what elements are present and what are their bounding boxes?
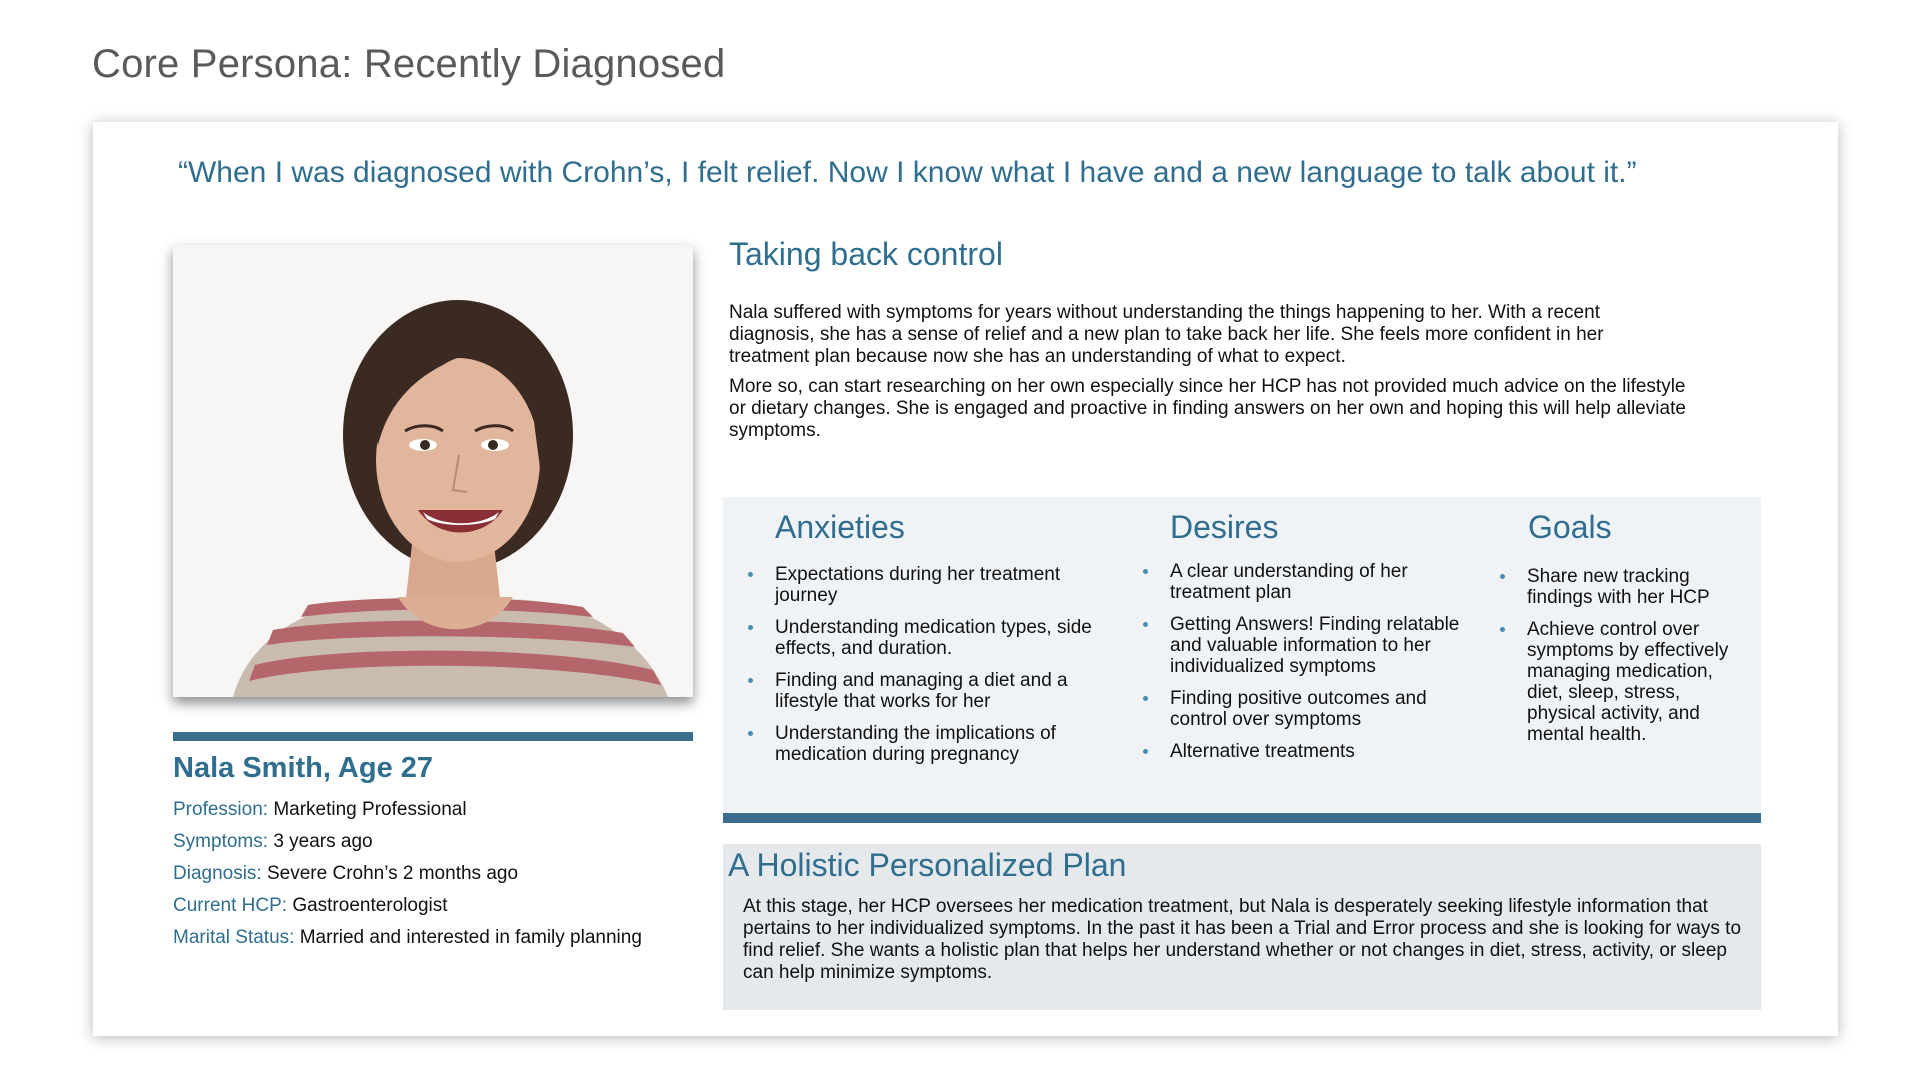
persona-card [93, 122, 1838, 1036]
list-item: Finding and managing a diet and a lifestyle that works for her [748, 670, 1093, 712]
list-item: Getting Answers! Finding relatable and valuable information to her individualized symptoms [1143, 614, 1483, 677]
goals-list [1500, 566, 1750, 756]
persona-details [173, 794, 642, 954]
detail-value: Marketing Professional [273, 799, 467, 820]
overview-paragraph: Nala suffered with symptoms for years without understanding the things happening to her. With a recent diagnosis, she has a sense of relief and a new plan to take back her life. She feels more confident in her treatment plan because now she has an understanding of what to expect. [729, 302, 1604, 367]
goals-heading: Goals [1528, 509, 1612, 545]
detail-marital-status [173, 922, 642, 954]
detail-symptoms [173, 826, 642, 858]
desires-list [1143, 561, 1483, 773]
plan-body: At this stage, her HCP oversees her medication treatment, but Nala is desperately seeking lifestyle information that pertains to her individualized symptoms. In the past it has been a Trial and Error process and she is looking for ways to find relief. She wants a holistic plan that helps her understand whether or not changes in diet, stress, activity, or sleep can help minimize symptoms. [743, 896, 1742, 983]
overview-heading: Taking back control [729, 236, 1003, 272]
page-title: Core Persona: Recently Diagnosed [92, 42, 726, 86]
list-item: Understanding the implications of medication during pregnancy [748, 723, 1093, 765]
detail-label: Symptoms: [173, 831, 269, 852]
persona-name: Nala Smith, Age 27 [173, 752, 434, 784]
traits-panel [723, 497, 1761, 813]
list-item: Expectations during her treatment journey [748, 564, 1093, 606]
detail-value: 3 years ago [273, 831, 373, 852]
overview-text [729, 302, 1689, 450]
list-item: Achieve control over symptoms by effectively managing medication, diet, sleep, stress, physical activity, and mental health. [1500, 619, 1750, 745]
list-item: Finding positive outcomes and control over symptoms [1143, 688, 1483, 730]
detail-value: Married and interested in family planning [299, 927, 642, 948]
detail-current-hcp [173, 890, 642, 922]
plan-panel [723, 844, 1761, 1010]
persona-quote: “When I was diagnosed with Crohn’s, I felt relief. Now I know what I have and a new language to talk about it.” [178, 156, 1637, 189]
detail-value: Gastroenterologist [292, 895, 448, 916]
detail-label: Diagnosis: [173, 863, 262, 884]
list-item: Understanding medication types, side effects, and duration. [748, 617, 1093, 659]
portrait-image [173, 245, 693, 697]
overview-paragraph: More so, can start researching on her own especially since her HCP has not provided much advice on the lifestyle or dietary changes. She is engaged and proactive in finding answers on her own and hoping this will help alleviate symptoms. [729, 376, 1686, 441]
list-item: Alternative treatments [1143, 741, 1483, 762]
detail-value: Severe Crohn’s 2 months ago [267, 863, 519, 884]
list-item: Share new tracking findings with her HCP [1500, 566, 1750, 608]
plan-heading: A Holistic Personalized Plan [728, 847, 1127, 883]
detail-profession [173, 794, 642, 826]
traits-divider [723, 813, 1761, 823]
anxieties-heading: Anxieties [775, 509, 905, 545]
anxieties-list [748, 564, 1093, 776]
detail-label: Current HCP: [173, 895, 288, 916]
list-item: A clear understanding of her treatment plan [1143, 561, 1483, 603]
desires-heading: Desires [1170, 509, 1279, 545]
detail-label: Profession: [173, 799, 269, 820]
detail-label: Marital Status: [173, 927, 295, 948]
detail-diagnosis [173, 858, 642, 890]
persona-photo [173, 245, 693, 697]
name-divider [173, 732, 693, 741]
